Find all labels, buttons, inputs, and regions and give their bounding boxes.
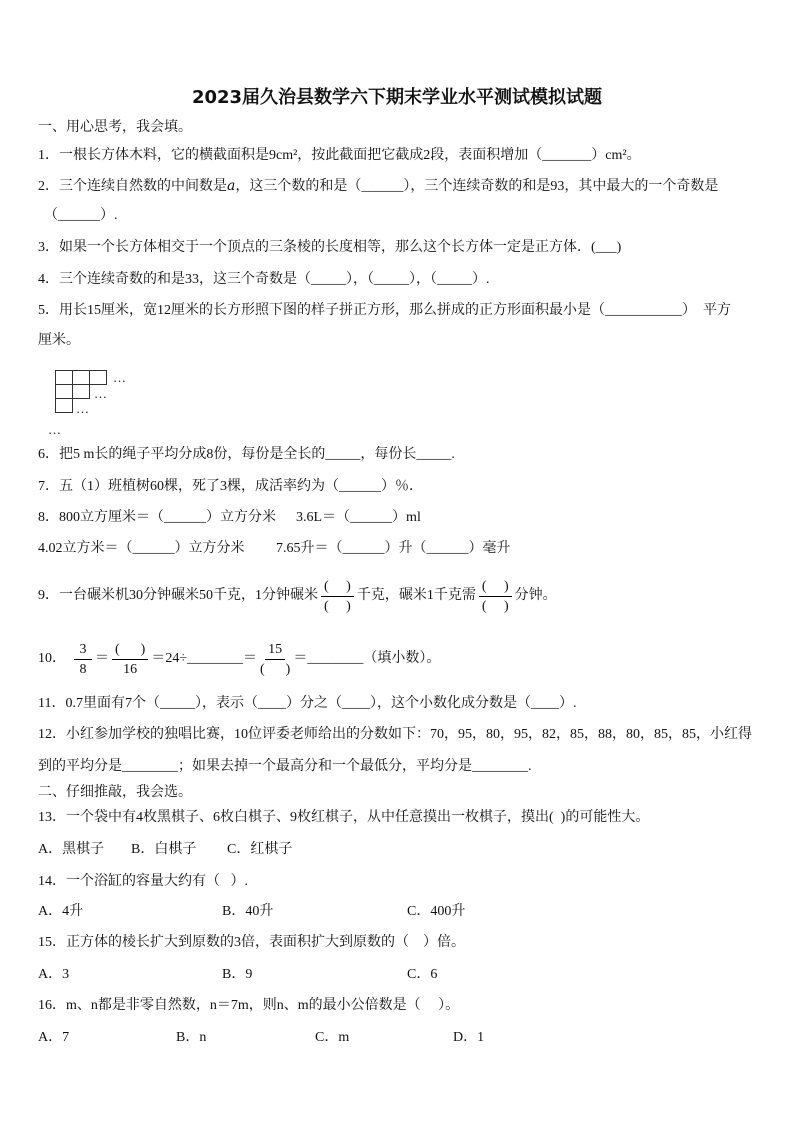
- question-6: 6．把5 m长的绳子平均分成8份，每份是全长的_____，每份长_____.: [38, 447, 455, 462]
- fraction-three-eighths: [74, 641, 92, 678]
- question-4: 4．三个连续奇数的和是33，这三个奇数是（_____），（_____），（_____）.: [38, 272, 490, 287]
- tile-rect: [55, 398, 73, 413]
- figure-ellipsis: …: [113, 370, 126, 385]
- figure-ellipsis: …: [94, 386, 107, 401]
- fraction-blank: [112, 641, 148, 678]
- option-b: B．40升: [222, 904, 274, 919]
- option-b: B．n: [176, 1030, 207, 1045]
- fraction-blank: [321, 578, 354, 615]
- section-heading-multiple-choice: 二、仔细推敲，我会选。: [38, 785, 192, 800]
- question-2-text-end: ，这三个数的和是（______），三个连续奇数的和是93，其中最大的一个奇数是: [235, 179, 719, 194]
- question-5-continuation: 厘米。: [38, 333, 80, 348]
- section-heading-fill-in: 一、用心思考，我会填。: [38, 120, 192, 135]
- option-c: C．红棋子: [227, 842, 293, 857]
- option-d: D．1: [453, 1030, 485, 1045]
- question-8-line-2b: 7.65升＝（______）升（______）毫升: [276, 541, 511, 556]
- tile-rect: [72, 384, 90, 399]
- question-8-line-1a: 8．800立方厘米＝（______）立方分米: [38, 510, 276, 525]
- question-8-line-1b: 3.6L＝（______）ml: [296, 510, 421, 525]
- fraction-denominator: 16: [123, 661, 138, 677]
- question-5: 5．用长15厘米，宽12厘米的长方形照下图的样子拼正方形，那么拼成的正方形面积最小是（___________） 平方: [38, 303, 731, 318]
- question-2-continuation: （______）.: [44, 208, 118, 223]
- tile-rect: [72, 370, 90, 385]
- question-12: 12．小红参加学校的独唱比赛，10位评委老师给出的分数如下：70，95，80，95，82，85，88，80，85，85，小红得: [38, 727, 752, 742]
- question-10-label: 10．: [38, 651, 66, 666]
- fraction-blank: [479, 578, 512, 615]
- question-1: 1．一根长方体木料，它的横截面积是9cm²，按此截面把它截成2段，表面积增加（_______）cm²。: [38, 148, 641, 163]
- option-b: B．9: [222, 967, 253, 982]
- option-a: A．3: [38, 967, 70, 982]
- option-a: A．7: [38, 1030, 70, 1045]
- question-13: 13．一个袋中有4枚黑棋子、6枚白棋子、9枚红棋子，从中任意摸出一枚棋子，摸出( )的可能性大。: [38, 810, 650, 825]
- question-7: 7．五（1）班植树60棵，死了3棵，成活率约为（______）％．: [38, 479, 423, 494]
- option-c: C．6: [407, 967, 438, 982]
- fraction-blank: [260, 641, 290, 678]
- option-b: B．白棋子: [131, 842, 197, 857]
- question-9-text-2: 千克，碾米1千克需: [356, 588, 476, 603]
- question-3: 3．如果一个长方体相交于一个顶点的三条棱的长度相等，那么这个长方体一定是正方体．(___): [38, 240, 622, 255]
- question-9: [38, 577, 557, 615]
- option-a: A．4升: [38, 904, 84, 919]
- equals-sign: ＝: [95, 651, 109, 666]
- question-9-text-1: 9．一台碾米机30分钟碾米50千克，1分钟碾米: [38, 588, 318, 603]
- fraction-numerator: ( ): [321, 578, 354, 597]
- option-c: C．400升: [407, 904, 466, 919]
- question-8-line-2a: 4.02立方米＝（______）立方分米: [38, 541, 245, 556]
- question-2-text-start: 2．三个连续自然数的中间数是: [38, 179, 227, 194]
- question-11: 11．0.7里面有7个（_____），表示（____）分之（____），这个小数化成分数是（____）.: [38, 696, 577, 711]
- question-2: [38, 177, 718, 196]
- figure-ellipsis: …: [76, 401, 89, 416]
- question-16: 16．m、n都是非零自然数，n＝7m，则n、m的最小公倍数是（ ）。: [38, 998, 460, 1013]
- option-c: C．m: [315, 1030, 350, 1045]
- question-10: [38, 640, 440, 678]
- tile-rect: [55, 370, 73, 385]
- fraction-numerator: 15: [265, 641, 285, 660]
- question-9-text-3: 分钟。: [514, 588, 557, 603]
- question-14: 14．一个浴缸的容量大约有（ ）.: [38, 874, 248, 889]
- question-15: 15．正方体的棱长扩大到原数的3倍，表面积扩大到原数的（ ）倍。: [38, 935, 465, 950]
- fraction-numerator: ( ): [479, 578, 512, 597]
- fraction-denominator: ( ): [260, 661, 291, 677]
- figure-ellipsis: …: [48, 422, 61, 437]
- tile-rect: [89, 370, 107, 385]
- question-10-text-2: ＝24÷________＝: [151, 651, 258, 666]
- fraction-denominator: ( ): [481, 598, 509, 614]
- exam-title: 2023届久治县数学六下期末学业水平测试模拟试题: [191, 87, 603, 108]
- fraction-numerator: 3: [74, 641, 92, 660]
- option-a: A．黑棋子: [38, 842, 105, 857]
- fraction-numerator: ( ): [112, 641, 148, 660]
- fraction-denominator: 8: [79, 661, 87, 677]
- tile-rect: [55, 384, 73, 399]
- fraction-denominator: ( ): [324, 598, 351, 614]
- question-10-text-3: ＝________（填小数）。: [293, 651, 441, 666]
- question-12-continuation: 到的平均分是________；如果去掉一个最高分和一个最低分，平均分是________.: [38, 759, 532, 774]
- variable-a: a: [227, 178, 236, 194]
